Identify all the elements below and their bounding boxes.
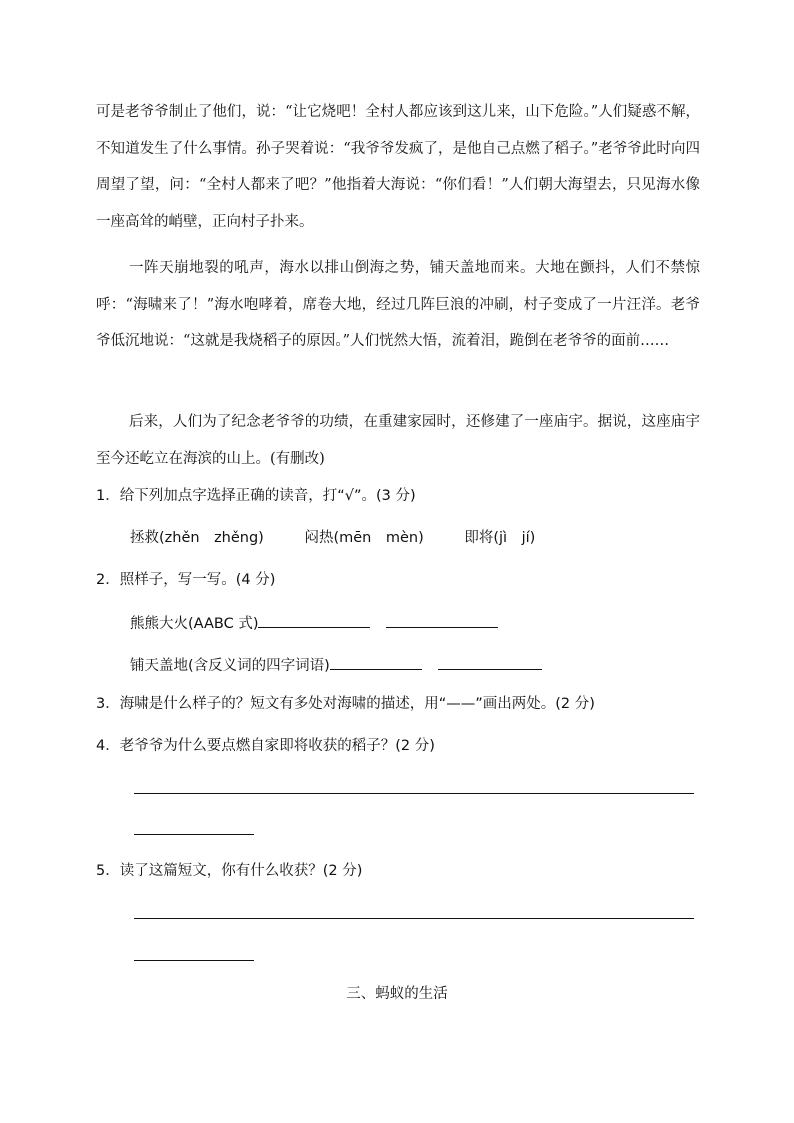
answer-blank-1a[interactable] [258, 612, 370, 628]
question-4: 4．老爷爷为什么要点燃自家即将收获的稻子？(2 分) [96, 738, 435, 754]
pinyin-option-jijiang[interactable]: 即将(jì jí) [464, 530, 536, 546]
answer-line-5b[interactable] [134, 960, 254, 961]
pinyin-option-zhengjiu[interactable]: 拯救(zhěn zhěng) [130, 530, 264, 546]
section-title: 三、蚂蚁的生活 [346, 986, 448, 1002]
answer-line-5a[interactable] [134, 918, 694, 919]
story-paragraph-1: 可是老爷爷制止了他们，说：“让它烧吧！全村人都应该到这儿来，山下危险。”人们疑惑不解，不知道发生了什么事情。孙子哭着说：“我爷爷发疯了，是他自己点燃了稻子。”老爷爷此时向四周望了望，问：“全村人都来了吧？”他指着大海说：“你们看！”人们朝大海望去，只见海水像一座高耸的峭壁，正向村子扑来。 [96, 104, 700, 230]
story-paragraph-3: 后来，人们为了纪念老爷爷的功绩，在重建家园时，还修建了一座庙宇。据说，这座庙宇至今还屹立在海滨的山上。(有删改) [96, 414, 700, 467]
example-aabc-label: 熊熊大火(AABC 式) [130, 616, 259, 632]
answer-blank-2a[interactable] [330, 654, 422, 670]
question-3: 3．海啸是什么样子的？短文有多处对海啸的描述，用“——”画出两处。(2 分) [96, 696, 595, 712]
pinyin-option-menre[interactable]: 闷热(mēn mèn) [304, 530, 424, 546]
question-1-options [130, 528, 535, 548]
question-1: 1．给下列加点字选择正确的读音，打“√”。(3 分) [96, 488, 416, 504]
answer-blank-2b[interactable] [438, 654, 542, 670]
question-2-row-2 [130, 654, 542, 676]
question-5: 5．读了这篇短文，你有什么收获？(2 分) [96, 863, 363, 879]
question-2-row-1 [130, 612, 498, 634]
story-paragraph-2: 一阵天崩地裂的吼声，海水以排山倒海之势，铺天盖地而来。大地在颤抖，人们不禁惊呼：“海啸来了！”海水咆哮着，席卷大地，经过几阵巨浪的冲刷，村子变成了一片汪洋。老爷爷低沉地说：“这就是我烧稻子的原因。”人们恍然大悟，流着泪，跪倒在老爷爷的面前…… [96, 260, 700, 349]
question-2: 2．照样子，写一写。(4 分) [96, 572, 276, 588]
example-antonym-label: 铺天盖地(含反义词的四字词语) [130, 658, 330, 674]
answer-blank-1b[interactable] [386, 612, 498, 628]
answer-line-4a[interactable] [134, 793, 694, 794]
answer-line-4b[interactable] [134, 834, 254, 835]
